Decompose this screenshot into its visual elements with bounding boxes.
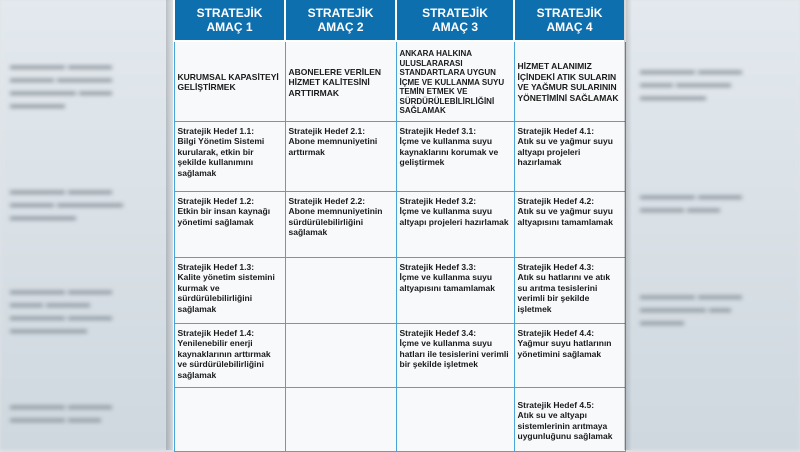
- goal-cell: [285, 257, 396, 323]
- ghost-text-right-2: ▬▬▬▬▬ ▬▬▬▬ ▬▬▬▬ ▬▬▬: [640, 190, 743, 215]
- goal-row: [174, 387, 625, 451]
- header-row: [174, 0, 625, 41]
- goal-cell: Stratejik Hedef 4.1: Atık su ve yağmur suyu altyapı projeleri hazırlamak: [514, 121, 625, 191]
- goal-cell: [396, 387, 514, 451]
- goal-row: [174, 323, 625, 387]
- header-purpose-4: STRATEJİK AMAÇ 4: [514, 0, 625, 41]
- ghost-text-left-4: ▬▬▬▬▬ ▬▬▬▬ ▬▬▬▬▬ ▬▬▬: [10, 400, 113, 425]
- strategic-goals-table-wrap: [173, 0, 624, 450]
- goal-cell: Stratejik Hedef 4.2: Atık su ve yağmur suyu altyapısını tamamlamak: [514, 191, 625, 257]
- goal-cell: Stratejik Hedef 3.4: İçme ve kullanma suyu hatları ile tesislerini verimli bir şekilde işletmek: [396, 323, 514, 387]
- purpose-cell-3: ANKARA HALKINA ULUSLARARASI STANDARTLARA UYGUN İÇME VE KULLANMA SUYU TEMİN ETMEK VE SÜRDÜRÜLEBİLİRLİĞİNİ SAĞLAMAK: [396, 41, 514, 121]
- header-purpose-3: STRATEJİK AMAÇ 3: [396, 0, 514, 41]
- ghost-text-left-1: ▬▬▬▬▬ ▬▬▬▬ ▬▬▬▬ ▬▬▬▬▬ ▬▬▬▬▬▬ ▬▬▬ ▬▬▬▬▬: [10, 60, 113, 111]
- goal-cell: Stratejik Hedef 4.5: Atık su ve altyapı sistemlerinin arıtmaya uygunluğunu sağlamak: [514, 387, 625, 451]
- goal-cell: Stratejik Hedef 3.2: İçme ve kullanma suyu altyapı projeleri hazırlamak: [396, 191, 514, 257]
- goal-row: [174, 257, 625, 323]
- goal-cell: Stratejik Hedef 1.2: Etkin bir insan kaynağı yönetimi sağlamak: [174, 191, 285, 257]
- purpose-cell-4: HİZMET ALANIMIZ İÇİNDEKİ ATIK SULARIN VE YAĞMUR SULARININ YÖNETİMİNİ SAĞLAMAK: [514, 41, 625, 121]
- goal-row: [174, 191, 625, 257]
- purpose-cell-1: KURUMSAL KAPASİTEYİ GELİŞTİRMEK: [174, 41, 285, 121]
- ghost-text-left-3: ▬▬▬▬▬ ▬▬▬▬ ▬▬▬ ▬▬▬▬ ▬▬▬▬▬ ▬▬▬▬ ▬▬▬▬▬▬▬: [10, 285, 113, 336]
- goal-cell: Stratejik Hedef 2.1: Abone memnuniyetini arttırmak: [285, 121, 396, 191]
- goal-cell: Stratejik Hedef 2.2: Abone memnuniyetinin sürdürülebilirliğini sağlamak: [285, 191, 396, 257]
- right-shadow: [624, 0, 632, 450]
- ghost-text-right-1: ▬▬▬▬▬ ▬▬▬▬ ▬▬▬ ▬▬▬▬▬ ▬▬▬▬▬▬: [640, 65, 743, 103]
- goal-cell: [174, 387, 285, 451]
- ghost-text-right-3: ▬▬▬▬▬ ▬▬▬▬ ▬▬▬▬▬▬ ▬▬ ▬▬▬▬: [640, 290, 743, 328]
- goal-cell: Stratejik Hedef 3.3: İçme ve kullanma suyu altyapısını tamamlamak: [396, 257, 514, 323]
- ghost-text-left-2: ▬▬▬▬▬ ▬▬▬▬ ▬▬▬▬ ▬▬▬▬▬▬ ▬▬▬▬▬▬: [10, 185, 124, 223]
- goal-cell: [285, 387, 396, 451]
- goal-row: [174, 121, 625, 191]
- purpose-cell-2: ABONELERE VERİLEN HİZMET KALİTESİNİ ARTTIRMAK: [285, 41, 396, 121]
- goal-cell: Stratejik Hedef 4.4: Yağmur suyu hatlarının yönetimini sağlamak: [514, 323, 625, 387]
- goal-cell: [285, 323, 396, 387]
- header-purpose-2: STRATEJİK AMAÇ 2: [285, 0, 396, 41]
- goal-cell: Stratejik Hedef 4.3: Atık su hatlarını ve atık su arıtma tesislerini verimli bir şekilde işletmek: [514, 257, 625, 323]
- goal-cell: Stratejik Hedef 3.1: İçme ve kullanma suyu kaynaklarını korumak ve geliştirmek: [396, 121, 514, 191]
- goal-cell: Stratejik Hedef 1.3: Kalite yönetim sistemini kurmak ve sürdürülebilirliğini sağlamak: [174, 257, 285, 323]
- header-purpose-1: STRATEJİK AMAÇ 1: [174, 0, 285, 41]
- purpose-row: [174, 41, 625, 121]
- goal-cell: Stratejik Hedef 1.4: Yenilenebilir enerji kaynaklarının arttırmak ve sürdürülebilirliğini sağlamak: [174, 323, 285, 387]
- goal-cell: Stratejik Hedef 1.1: Bilgi Yönetim Sistemi kurularak, etkin bir şekilde kullanımını sağlamak: [174, 121, 285, 191]
- strategic-goals-table: [173, 0, 626, 452]
